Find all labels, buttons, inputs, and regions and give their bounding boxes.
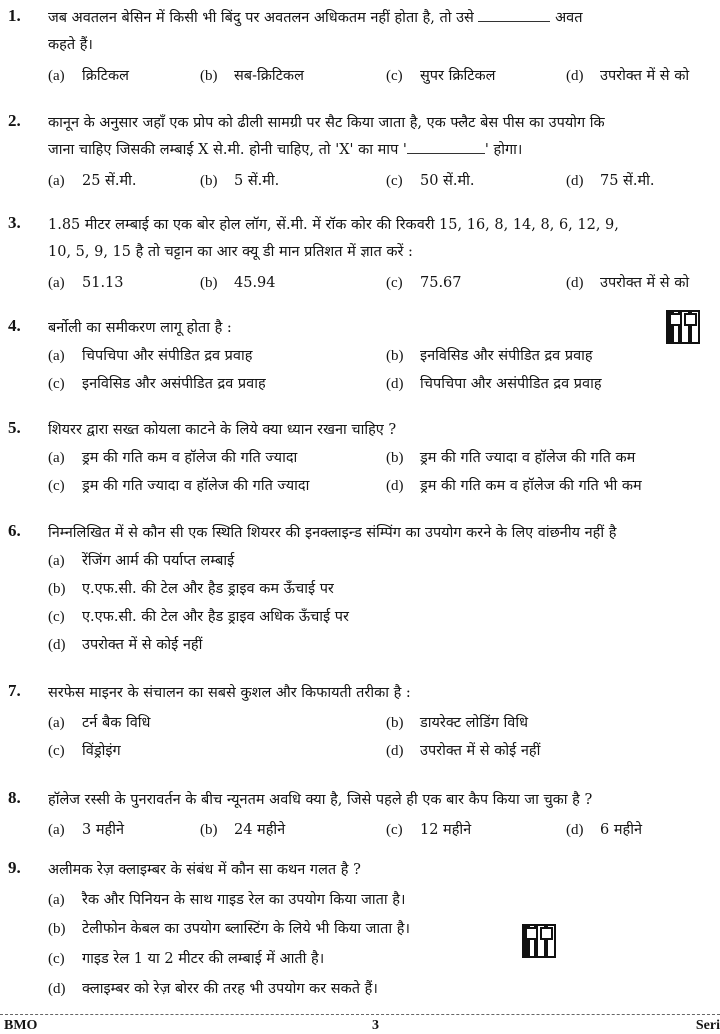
option-a: (a) रैक और पिनियन के साथ गाइड रेल का उपयोग किया जाता है। xyxy=(48,892,406,908)
question-number: 3. xyxy=(8,213,21,232)
option-d: (d) ड्रम की गति कम व हॉलेज की गति भी कम xyxy=(386,478,642,494)
option-a: (a) चिपचिपा और संपीडित द्रव प्रवाह xyxy=(48,348,253,364)
question-text: शियरर द्वारा सख्त कोयला काटने के लिये क्या ध्यान रखना चाहिए ? xyxy=(48,422,397,438)
option-c: (c) 75.67 xyxy=(386,275,462,291)
question-text: कानून के अनुसार जहाँ एक प्रोप को ढीली सामग्री पर सैट किया जाता है, एक फ्लैट बेस पीस का उपयोग कि xyxy=(48,115,605,131)
question-text: जब अवतलन बेसिन में किसी भी बिंदु पर अवतलन अधिकतम नहीं होता है, तो उसे xyxy=(48,10,474,26)
option-c: (c) गाइड रेल 1 या 2 मीटर की लम्बाई में आती है। xyxy=(48,951,325,967)
option-b: (b) 5 सें.मी. xyxy=(200,173,280,189)
qr-code-icon xyxy=(522,924,556,958)
option-a: (a) 3 महीने xyxy=(48,822,125,838)
question-text: ' होगा। xyxy=(484,142,523,158)
option-b: (b) 45.94 xyxy=(200,275,276,291)
option-d: (d) उपरोक्त में से को xyxy=(566,275,690,291)
series-label: Seri xyxy=(695,1018,720,1033)
question-text: 1.85 मीटर लम्बाई का एक बोर होल लॉग, सें.मी. में रॉक कोर की रिकवरी 15, 16, 8, 14, 8, 6, 12, 9, xyxy=(48,217,619,233)
page-footer xyxy=(0,1014,720,1034)
option-d: (d) 75 सें.मी. xyxy=(566,173,655,189)
option-a: (a) 51.13 xyxy=(48,275,124,291)
option-d: (d) 6 महीने xyxy=(566,822,643,838)
option-c: (c) 50 सें.मी. xyxy=(386,173,475,189)
option-b: (b) इनविसिड और संपीडित द्रव प्रवाह xyxy=(386,348,593,364)
option-a: (a) क्रिटिकल xyxy=(48,68,129,84)
option-b: (b) 24 महीने xyxy=(200,822,286,838)
option-c: (c) ए.एफ.सी. की टेल और हैड ड्राइव अधिक ऊँचाई पर xyxy=(48,609,349,625)
option-c: (c) 12 महीने xyxy=(386,822,472,838)
question-number: 7. xyxy=(8,681,21,700)
question-text: अलीमक रेज़ क्लाइम्बर के संबंध में कौन सा कथन गलत है ? xyxy=(48,862,361,878)
option-a: (a) रेंजिंग आर्म की पर्याप्त लम्बाई xyxy=(48,553,235,569)
option-b: (b) डायरेक्ट लोडिंग विधि xyxy=(386,715,529,731)
option-b: (b) टेलीफोन केबल का उपयोग ब्लास्टिंग के लिये भी किया जाता है। xyxy=(48,921,410,937)
question-number: 2. xyxy=(8,111,21,130)
question-text: सरफेस माइनर के संचालन का सबसे कुशल और किफायती तरीका है : xyxy=(48,685,411,701)
question-number: 6. xyxy=(8,521,21,540)
option-c: (c) इनविसिड और असंपीडित द्रव प्रवाह xyxy=(48,376,266,392)
question-number: 5. xyxy=(8,418,21,437)
option-d: (d) चिपचिपा और असंपीडित द्रव प्रवाह xyxy=(386,376,602,392)
page-number: 3 xyxy=(372,1018,379,1033)
option-a: (a) 25 सें.मी. xyxy=(48,173,137,189)
question-number: 8. xyxy=(8,788,21,807)
qr-code-icon xyxy=(666,310,700,344)
question-number: 4. xyxy=(8,316,21,335)
question-text: 10, 5, 9, 15 है तो चट्टान का आर क्यू डी मान प्रतिशत में ज्ञात करें : xyxy=(48,244,413,260)
question-text: कहते हैं। xyxy=(48,37,93,53)
option-b: (b) ड्रम की गति ज्यादा व हॉलेज की गति कम xyxy=(386,450,636,466)
option-c: (c) विंड्रोइंग xyxy=(48,743,121,759)
question-number: 9. xyxy=(8,858,21,877)
option-a: (a) ड्रम की गति कम व हॉलेज की गति ज्यादा xyxy=(48,450,298,466)
question-text: बर्नोली का समीकरण लागू होता है : xyxy=(48,320,232,336)
option-d: (d) उपरोक्त में से कोई नहीं xyxy=(386,743,541,759)
paper-code: BMO xyxy=(4,1018,38,1033)
option-b: (b) सब-क्रिटिकल xyxy=(200,68,304,84)
option-c: (c) सुपर क्रिटिकल xyxy=(386,68,496,84)
option-d: (d) उपरोक्त में से को xyxy=(566,68,690,84)
option-a: (a) टर्न बैक विधि xyxy=(48,715,151,731)
answer-blank xyxy=(407,152,485,154)
option-b: (b) ए.एफ.सी. की टेल और हैड ड्राइव कम ऊँचाई पर xyxy=(48,581,334,597)
answer-blank xyxy=(478,20,550,22)
option-d: (d) क्लाइम्बर को रेज़ बोरर की तरह भी उपयोग कर सकते हैं। xyxy=(48,981,378,997)
option-d: (d) उपरोक्त में से कोई नहीं xyxy=(48,637,203,653)
question-number: 1. xyxy=(8,6,21,25)
question-text: अवत xyxy=(555,10,583,26)
question-text: निम्नलिखित में से कौन सी एक स्थिति शियरर की इनक्लाइन्ड संम्पिंग का उपयोग करने के लिए वांछनीय नहीं है xyxy=(48,525,617,541)
option-c: (c) ड्रम की गति ज्यादा व हॉलेज की गति ज्यादा xyxy=(48,478,310,494)
question-text: जाना चाहिए जिसकी लम्बाई X से.मी. होनी चाहिए, तो 'X' का माप ' xyxy=(48,142,407,158)
question-text: हॉलेज रस्सी के पुनरावर्तन के बीच न्यूनतम अवधि क्या है, जिसे पहले ही एक बार कैप किया जा चुका है ? xyxy=(48,792,593,808)
